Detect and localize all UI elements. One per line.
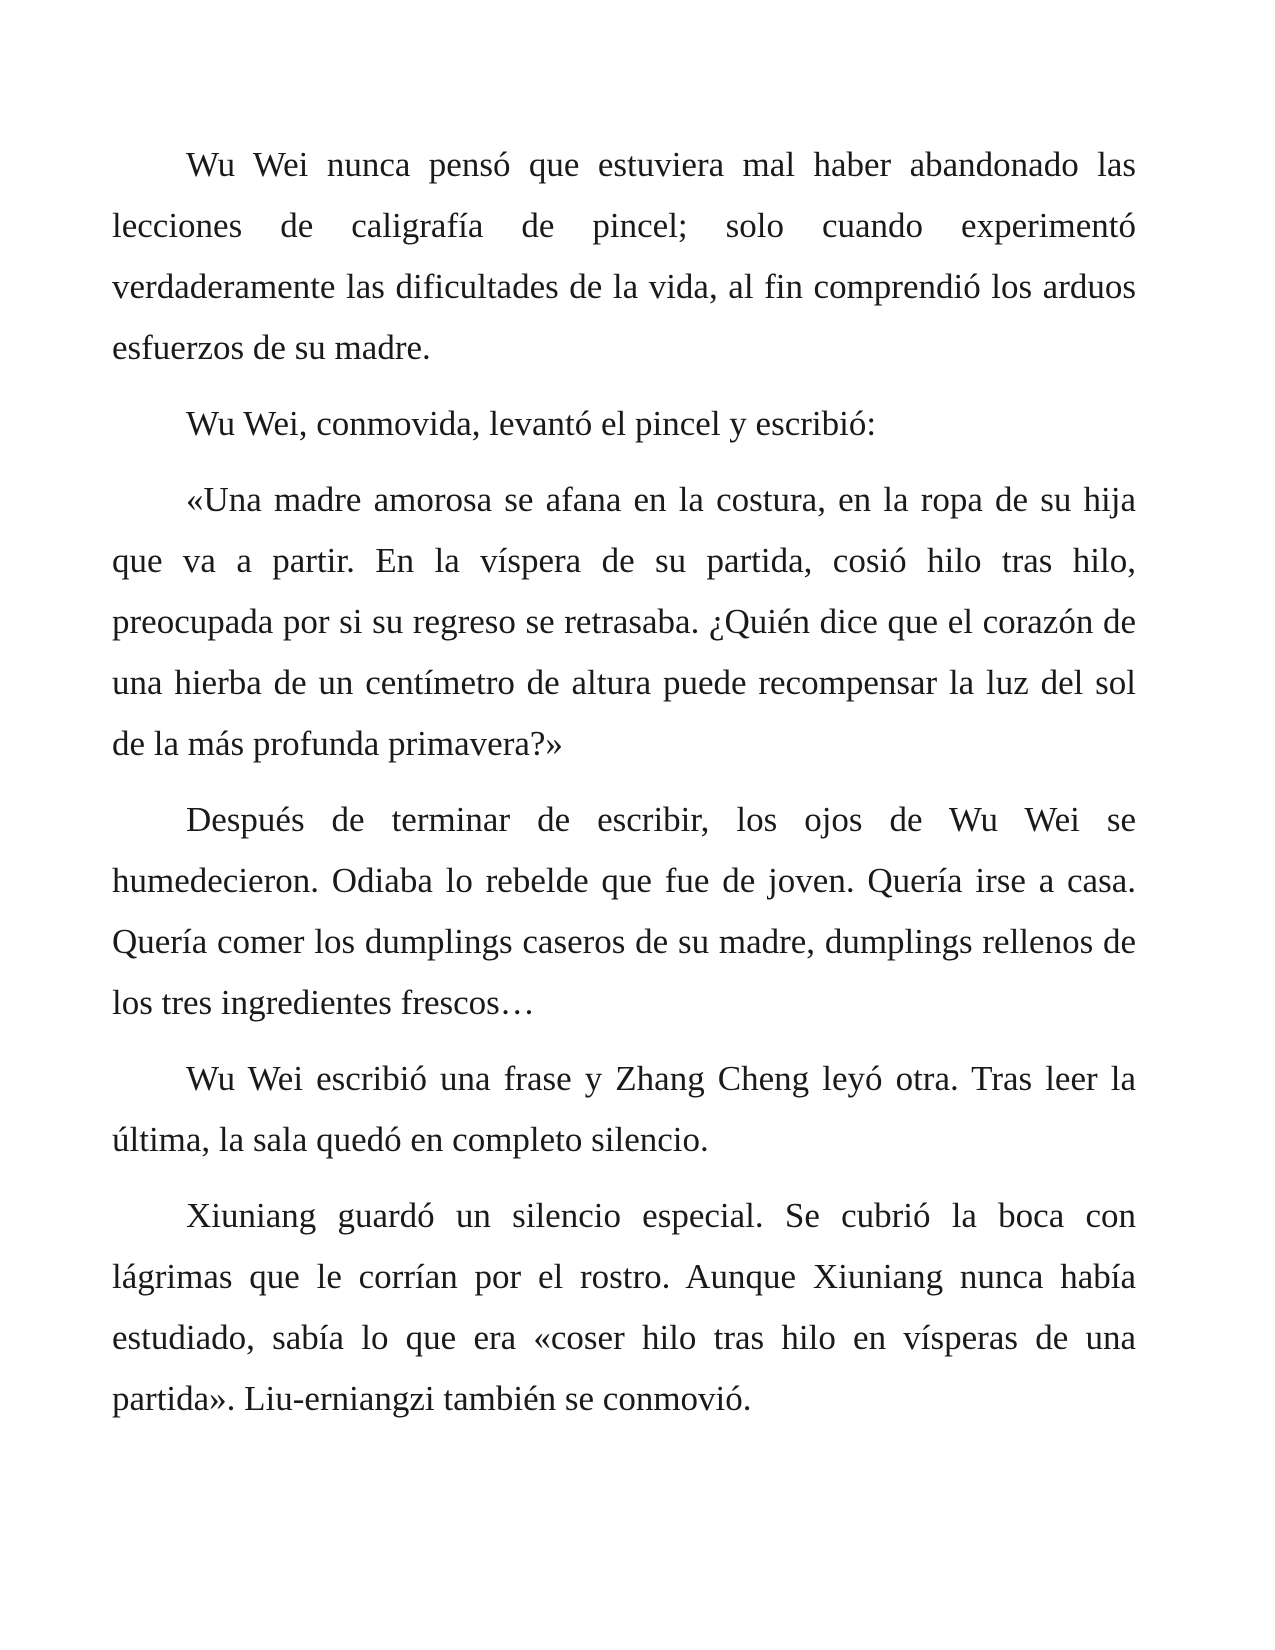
paragraph-2: Wu Wei, conmovida, levantó el pincel y escribió:	[186, 404, 877, 443]
paragraph-6: Xiuniang guardó un silencio especial. Se cubrió la boca con lágrimas que le corrían por el rostro. Aunque Xiuniang nunca había estudiado, sabía lo que era «coser hilo tras hilo en vísperas de una partida». Liu-erniangzi también se conmovió.	[112, 1196, 1136, 1418]
paragraph-1: Wu Wei nunca pensó que estuviera mal haber abandonado las lecciones de caligrafía de pincel; solo cuando experimentó verdaderamente las dificultades de la vida, al fin comprendió los arduos esfuerzos de su madre.	[112, 145, 1136, 367]
paragraph-5: Wu Wei escribió una frase y Zhang Cheng leyó otra. Tras leer la última, la sala quedó en completo silencio.	[112, 1059, 1136, 1159]
page-body	[112, 134, 1136, 1444]
paragraph-poem: «Una madre amorosa se afana en la costura, en la ropa de su hija que va a partir. En la víspera de su partida, cosió hilo tras hilo, preocupada por si su regreso se retrasaba. ¿Quién dice que el corazón de una hierba de un centímetro de altura puede recompensar la luz del sol de la más profunda primavera?»	[112, 480, 1136, 763]
paragraph-4: Después de terminar de escribir, los ojos de Wu Wei se humedecieron. Odiaba lo rebelde que fue de joven. Quería irse a casa. Quería comer los dumplings caseros de su madre, dumplings rellenos de los tres ingredientes frescos…	[112, 800, 1136, 1022]
